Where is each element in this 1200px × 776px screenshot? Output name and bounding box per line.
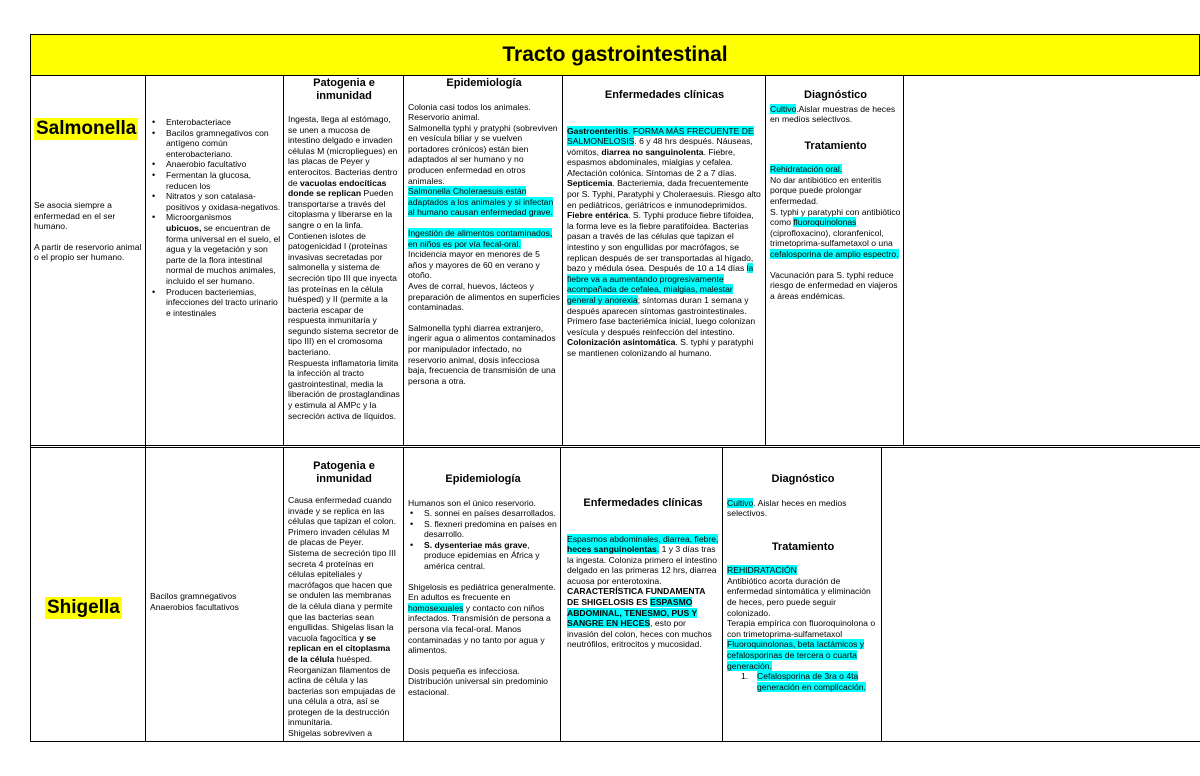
- shigella-char-1: Bacilos gramnegativos: [150, 591, 237, 601]
- epi-text: [408, 228, 560, 281]
- patogenia-text: [288, 114, 400, 358]
- text: . Bacteriemia, dada frecuentemente por S. Typhi, Paratyphi y Choleraesuis. Riesgo alto en pediátricos, geriátricos e inmunodeprimidos.: [567, 178, 761, 210]
- salmonella-patogenia-cell: [288, 77, 400, 421]
- grid-line: [403, 447, 404, 742]
- clin-fiebre: [567, 210, 762, 337]
- list-item: • Fermentan la glucosa, reducen los: [150, 170, 282, 191]
- grid-line: [560, 447, 561, 742]
- text: huésped. Reorganizan filamentos de actina de célula y las bacterias son empujadas de una célula a otra, así se protegen de la destrucción inmunitaria.: [288, 653, 396, 728]
- text: fluoroquinolonas: [793, 217, 857, 228]
- shigella-clinicas-cell: [567, 497, 719, 650]
- text: . Aislar heces en medios selectivos.: [727, 497, 847, 519]
- document-title-bar: [30, 34, 1200, 76]
- epidemiologia-header: Epidemiología: [446, 77, 522, 89]
- clin-gastroenteritis: [567, 126, 762, 179]
- text: En adultos es frecuente en: [408, 592, 511, 603]
- trat-text: Terapia empírica con fluoroquinolona o con trimetoprima-sulfametaxol: [727, 618, 876, 639]
- list-item: • Producen bacteriemias, infecciones del tracto urinario e intestinales: [150, 287, 282, 319]
- grid-line: [30, 76, 31, 742]
- grid-line: [30, 447, 1200, 448]
- text: heces sanguinolentas: [567, 544, 657, 555]
- text: S. typhi y paratyphi con antibiótico como: [770, 206, 901, 228]
- grid-line: [30, 445, 1200, 446]
- text: Gastroenteritis: [567, 125, 629, 136]
- epi-text: Colonia casi todos los animales.: [408, 101, 531, 112]
- list-item: [408, 540, 558, 572]
- shigella-name: Shigella: [47, 597, 120, 618]
- text: Pueden transportarse a través del citoplasma y liberarse en la sangre o en la linfa. Contienen islotes de patogenicidad I (proteínas invasivas secretadas por salmonella y sistema de secreción tipo III que inyecta las proteínas en la célula huésped) y II (permite a la bacteria escapar de respuesta inmunitaria y segundo sistema secretor de tipo III) en el cromosoma bacteriano.: [288, 188, 399, 358]
- patogenia-text-2: Respuesta inflamatoria limita la infección al tracto gastrointestinal, media la liberación de prostaglandinas y estimula al AMPc y la secreción activa de líquidos.: [288, 357, 400, 421]
- text: Microorganismos: [166, 212, 232, 223]
- list-item: [150, 212, 282, 286]
- grid-line: [30, 741, 1200, 742]
- text: . FORMA MÁS FRECUENTE DE SALMONELOSIS: [567, 125, 754, 147]
- shigella-characteristics-cell: [150, 591, 282, 612]
- text: la fiebre va a aumentando progresivamente acompañada de cefalea, mialgias, malestar general y anorexia: [567, 263, 754, 305]
- trat-text: [727, 565, 879, 576]
- text: Ingestión de alimentos contaminados, en niños es por vía fecal-oral.: [408, 228, 553, 249]
- shigella-patogenia-cell: [288, 460, 400, 739]
- salmonella-name-cell: [34, 118, 142, 140]
- diag-text: [770, 104, 901, 125]
- diagnostico-header: Diagnóstico: [804, 89, 867, 101]
- salmonella-diagnostico-cell: [770, 89, 901, 301]
- text: Sistema de secreción tipo III secreta 4 proteínas en células epiteliales y macrófagos que hacen que se ondulen las membranas de la célula diana y permite que las bacterias sean engullidas. Shigelas lisan la vacuola fagocítica: [288, 547, 396, 643]
- epi-text: Aves de corral, huevos, lácteos y preparación de alimentos en superficies contaminadas.: [408, 281, 560, 313]
- epi-text: [408, 186, 560, 218]
- shigella-epi-list: [408, 508, 558, 572]
- patogenia-text: [288, 548, 400, 728]
- text: se encuentran de forma universal en el suelo, el agua y la vegetación y son parte de la flora intestinal normal de muchos animales, incluido el ser humano.: [166, 222, 281, 286]
- grid-line: [283, 447, 284, 742]
- salmonella-intro-cell: [34, 200, 142, 263]
- list-item: • Bacilos gramnegativos con antígeno común enterobacteriano.: [150, 128, 282, 160]
- salmonella-characteristics-list: [150, 117, 282, 318]
- text: (ciprofloxacino), cloranfenicol, trimetoprima-sulfametaxol o una: [770, 227, 893, 249]
- text: REHIDRATACIÓN: [727, 565, 797, 576]
- clin-colonizacion: [567, 337, 762, 358]
- grid-line: [562, 76, 563, 445]
- text: ESPASMO ABDOMINAL, TENESMO, PUS Y SANGRE EN HECES: [567, 597, 698, 629]
- grid-line: [145, 76, 146, 742]
- epi-text: Shigelosis es pediátrica generalmente.: [408, 581, 556, 592]
- text: cefalosporina de amplio espectro.: [770, 248, 899, 259]
- grid-line: [403, 76, 404, 445]
- text: Incidencia mayor en menores de 5 años y mayores de 60 en verano y otoño.: [408, 249, 540, 281]
- trat-text: Antibiótico acorta duración de enfermedad sintomática y eliminación de heces, pero puede seguir colonizado.: [727, 575, 871, 618]
- text: Cultivo: [727, 497, 754, 508]
- shigella-name-cell: [45, 597, 140, 619]
- clin-septicemia: [567, 178, 762, 210]
- grid-line: [903, 76, 904, 445]
- epi-text: Humanos son el único reservorio.: [408, 497, 537, 508]
- text: Espasmos abdominales, diarrea, fiebre,: [567, 533, 719, 544]
- list-item: • Nitratos y son catalasa-positivos y oxidasa-negativos.: [150, 191, 282, 212]
- epi-text: Reservorio animal.: [408, 112, 480, 123]
- list-item: • Enterobacteriace: [150, 117, 282, 128]
- list-item: [727, 671, 879, 692]
- list-item: • S. sonnei en países desarrollados.: [408, 508, 558, 519]
- list-number: 1.: [741, 671, 749, 682]
- text: Cefalosporina de 3ra o 4ta generación en complicación.: [757, 671, 866, 692]
- tratamiento-header: Tratamiento: [804, 139, 867, 152]
- shigella-char-2: Anaerobios facultativos: [150, 601, 239, 612]
- text: . 6 y 48 hrs después. Náuseas, vómitos,: [567, 136, 753, 157]
- clinicas-header: Enfermedades clínicas: [604, 89, 725, 101]
- document-title: Tracto gastrointestinal: [502, 43, 728, 66]
- text: Colonización asintomática: [567, 337, 676, 348]
- list-item: • Anaerobio facultativo: [150, 159, 282, 170]
- clin-text: [567, 534, 719, 651]
- text: 1 y 3 días tras la ingesta. Coloniza primero el intestino delgado en las primeras 12 hrs, diarrea acuosa por enterotoxina.: [567, 544, 717, 586]
- text: y se replican en el citoplasma de la célula: [288, 632, 391, 664]
- patogenia-text: Causa enfermedad cuando invade y se replica en las células que tapizan el colon.: [288, 495, 396, 527]
- patogenia-header: Patogenia e inmunidad: [313, 460, 375, 485]
- trat-text: [770, 207, 901, 260]
- text: S. dysenteriae más grave: [424, 539, 528, 550]
- epi-text: [408, 592, 558, 656]
- salmonella-name: Salmonella: [36, 118, 137, 139]
- salmonella-intro-1: Se asocia siempre a enfermedad en el ser humano.: [34, 200, 116, 232]
- text: y contacto con niños infectados. Transmisión de persona a persona vía fecal-oral. Manos contaminadas y no tanto por agua y alimentos.: [408, 602, 551, 656]
- patogenia-text: Shigelas sobreviven a: [288, 728, 373, 739]
- text: , esto por invasión del colon, heces con muchos neutrófilos, eritrocitos y mucosidad.: [567, 618, 712, 650]
- clinicas-header: Enfermedades clínicas: [583, 497, 703, 509]
- patogenia-header: Patogenia e inmunidad: [313, 77, 375, 102]
- shigella-epidemiologia-cell: [408, 473, 558, 698]
- text: ; síntomas duran 1 semana y después aparecen síntomas gastrointestinales. Primero fase bacteriémica inicial, luego colonizan vesícula y después reinfección del intestino.: [567, 295, 756, 337]
- text: . S. Typhi produce fiebre tifoidea, la forma leve es la fiebre paratifoidea. Bacterias pasan a través de las células que tapizan el intestino y son engullidas por macrófagos, se replican después de ser transportadas al hígado, bazo y médula ósea. Después de 10 a 14 días: [567, 210, 754, 274]
- patogenia-text: Primero invaden células M de placas de Peyer.: [288, 526, 390, 548]
- grid-line: [881, 447, 882, 742]
- text: homosexuales: [408, 602, 464, 613]
- text: vacuolas endocíticas donde se replican: [288, 177, 387, 199]
- text: Ingesta, llega al estómago, se unen a mucosa de intestino delgado e invaden células M (micropliegues) en las placas de Peyer y enterocitos. Bacterias dentro de: [288, 114, 398, 188]
- epidemiologia-header: Epidemiología: [445, 473, 521, 485]
- diag-text: [727, 498, 879, 519]
- text: Fiebre entérica: [567, 210, 629, 221]
- text: .: [656, 544, 660, 555]
- text: . S. typhi y paratyphi se mantienen colonizando al humano.: [567, 337, 754, 358]
- trat-text: No dar antibiótico en enteritis porque puede prolongar enfermedad.: [770, 174, 882, 206]
- salmonella-intro-2: A partir de reservorio animal o el propio ser humano.: [34, 241, 142, 263]
- grid-line: [765, 76, 766, 445]
- trat-text: [770, 164, 901, 175]
- diagnostico-header: Diagnóstico: [771, 473, 835, 485]
- text: Salmonella Choleraesuis están adaptados a los animales y si infectan al humano causan enfermedad grave.: [408, 186, 554, 218]
- trat-text: [727, 639, 879, 671]
- text: Fluoroquinolonas, beta lactámicos y cefalosporinas de tercera o cuarta generación.: [727, 639, 865, 671]
- salmonella-clinicas-cell: [567, 89, 762, 359]
- text: diarrea no sanguinolenta: [601, 146, 704, 157]
- list-item: • S. flexneri predomina en países en desarrollo.: [408, 519, 558, 540]
- text: CARACTERÍSTICA FUNDAMENTA DE SHIGELOSIS ES: [567, 586, 706, 608]
- salmonella-epidemiologia-cell: [408, 77, 560, 386]
- text: .Aislar muestras de heces en medios selectivos.: [770, 103, 896, 125]
- tratamiento-header: Tratamiento: [771, 540, 835, 553]
- shigella-trat-list: [727, 671, 879, 692]
- text: Cultivo: [770, 103, 797, 114]
- text: Septicemia: [567, 178, 613, 189]
- epi-text: Salmonella typhi y pratyphi (sobreviven en vesícula biliar y se vuelven portadores crónicos) están bien adaptados al ser humano y no producen enfermedad en otros animales.: [408, 122, 558, 186]
- text: , produce epidemias en África y américa central.: [424, 539, 540, 572]
- text: ubicuos,: [166, 222, 202, 233]
- epi-text: Salmonella typhi diarrea extranjero, ingerir agua o alimentos contaminados por manipulador infectado, no reservorio animal, dosis infecciosa baja, frecuencia de transmisión de una persona a otra.: [408, 322, 556, 386]
- trat-text: Vacunación para S. typhi reduce riesgo de enfermedad en viajeros a áreas endémicas.: [770, 269, 898, 301]
- grid-line: [283, 76, 284, 445]
- text: Rehidratación oral.: [770, 164, 843, 175]
- shigella-diagnostico-cell: [727, 473, 879, 692]
- grid-line: [722, 447, 723, 742]
- salmonella-characteristics-cell: [150, 117, 282, 318]
- epi-text: Dosis pequeña es infecciosa. Distribución universal sin predominio estacional.: [408, 665, 548, 697]
- text: . Fiebre, espasmos abdominales, mialgias y cefalea. Afectación colónica. Síntomas de 2 a 7 días.: [567, 146, 737, 178]
